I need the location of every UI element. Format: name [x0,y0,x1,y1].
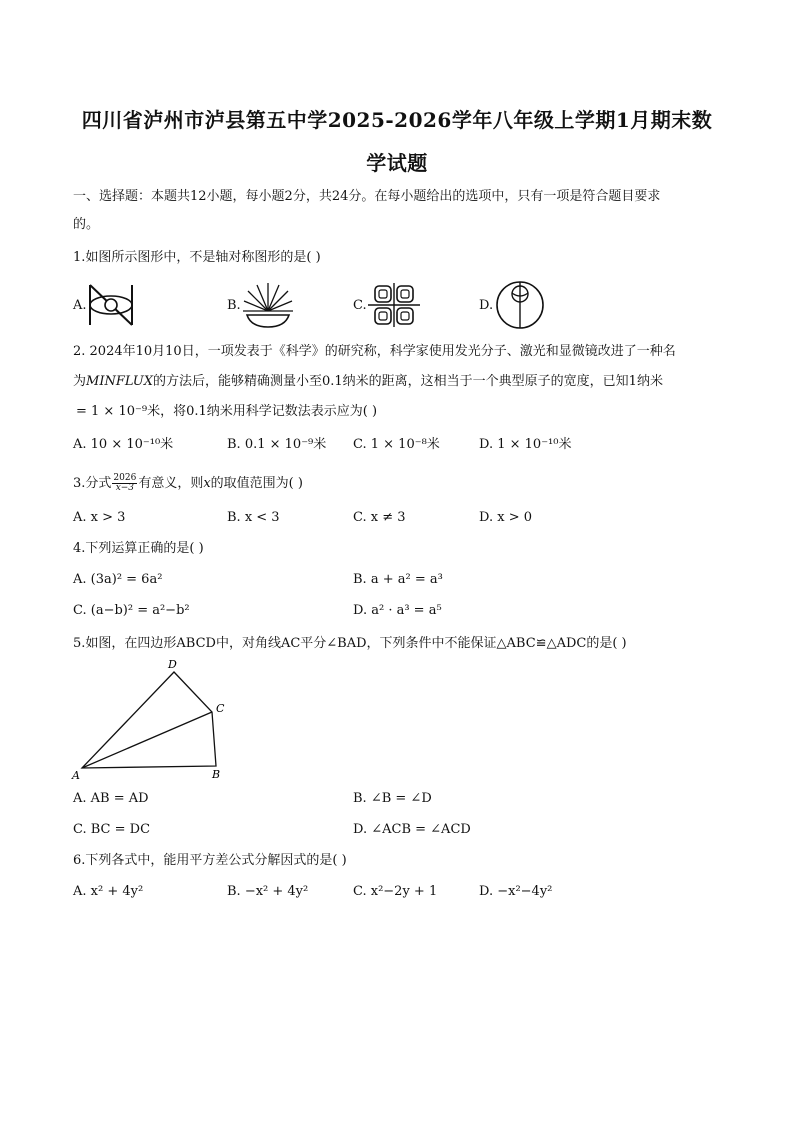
section-instructions-line1: 一、选择题：本题共12小题，每小题2分，共24分。在每小题给出的选项中，只有一项是符合题目要求 [73,189,661,204]
q4-option-a: A. (3a)² = 6a² [73,572,163,587]
q1-figure-c [368,283,420,327]
q5-quadrilateral-figure [70,656,240,781]
q4-stem: 4.下列运算正确的是( ) [73,541,204,556]
q1-stem: 1.如图所示图形中，不是轴对称图形的是( ) [73,250,321,265]
q5-stem: 5.如图，在四边形ABCD中，对角线AC平分∠BAD，下列条件中不能保证△ABC≌△ADC的是( ) [73,636,627,651]
q1-figure-a [86,282,136,328]
q2-stem-line1: 2. 2024年10月10日，一项发表于《科学》的研究称，科学家使用发光分子、激光和显微镜改进了一种名 [73,344,676,359]
q5-label-d: D [168,658,177,671]
q2-option-d: D. 1 × 10⁻¹⁰米 [479,437,572,452]
q6-option-a: A. x² + 4y² [73,884,144,899]
q5-option-b: B. ∠B = ∠D [353,791,432,806]
q1-option-d-label: D. [479,298,494,313]
q2-stem-line2: 为MINFLUX的方法后，能够精确测量小至0.1纳米的距离，这相当于一个典型原子的宽度，已知1纳米 [73,374,663,389]
q6-option-d: D. −x²−4y² [479,884,553,899]
q4-option-c: C. (a−b)² = a²−b² [73,603,190,618]
q2-option-b: B. 0.1 × 10⁻⁹米 [227,437,327,452]
q2-stem-line3: = 1 × 10⁻⁹米，将0.1纳米用科学记数法表示应为( ) [76,404,378,419]
q5-label-c: C [216,702,225,715]
section-instructions-line2: 的。 [73,217,100,232]
q6-stem: 6.下列各式中，能用平方差公式分解因式的是( ) [73,853,347,868]
q6-option-b: B. −x² + 4y² [227,884,309,899]
exam-title-line2: 学试题 [366,151,428,175]
q3-fraction: $\frac{2026}{x-3}$ [113,473,137,493]
q5-option-c: C. BC = DC [73,822,151,837]
q5-option-d: D. ∠ACB = ∠ACD [353,822,471,837]
q2-option-a: A. 10 × 10⁻¹⁰米 [73,437,174,452]
q3-stem: 3.分式 $\frac{2026}{x-3}$ 有意义，则x的取值范围为( ) [73,473,303,493]
q5-option-a: A. AB = AD [73,791,149,806]
q1-figure-d [494,280,546,330]
q1-option-b-label: B. [227,298,241,313]
exam-title-line1: 四川省泸州市泸县第五中学2025-2026学年八年级上学期1月期末数 [81,108,713,132]
q1-option-c-label: C. [353,298,367,313]
q6-option-c: C. x²−2y + 1 [353,884,438,899]
q3-option-b: B. x < 3 [227,510,280,525]
q4-option-d: D. a² · a³ = a⁵ [353,603,442,618]
q1-figure-b [241,281,295,329]
q1-option-a-label: A. [73,298,87,313]
q3-option-d: D. x > 0 [479,510,532,525]
q3-option-c: C. x ≠ 3 [353,510,406,525]
q5-label-a: A [72,769,80,782]
q5-label-b: B [212,768,221,781]
q4-option-b: B. a + a² = a³ [353,572,443,587]
q3-option-a: A. x > 3 [73,510,126,525]
q2-option-c: C. 1 × 10⁻⁸米 [353,437,440,452]
